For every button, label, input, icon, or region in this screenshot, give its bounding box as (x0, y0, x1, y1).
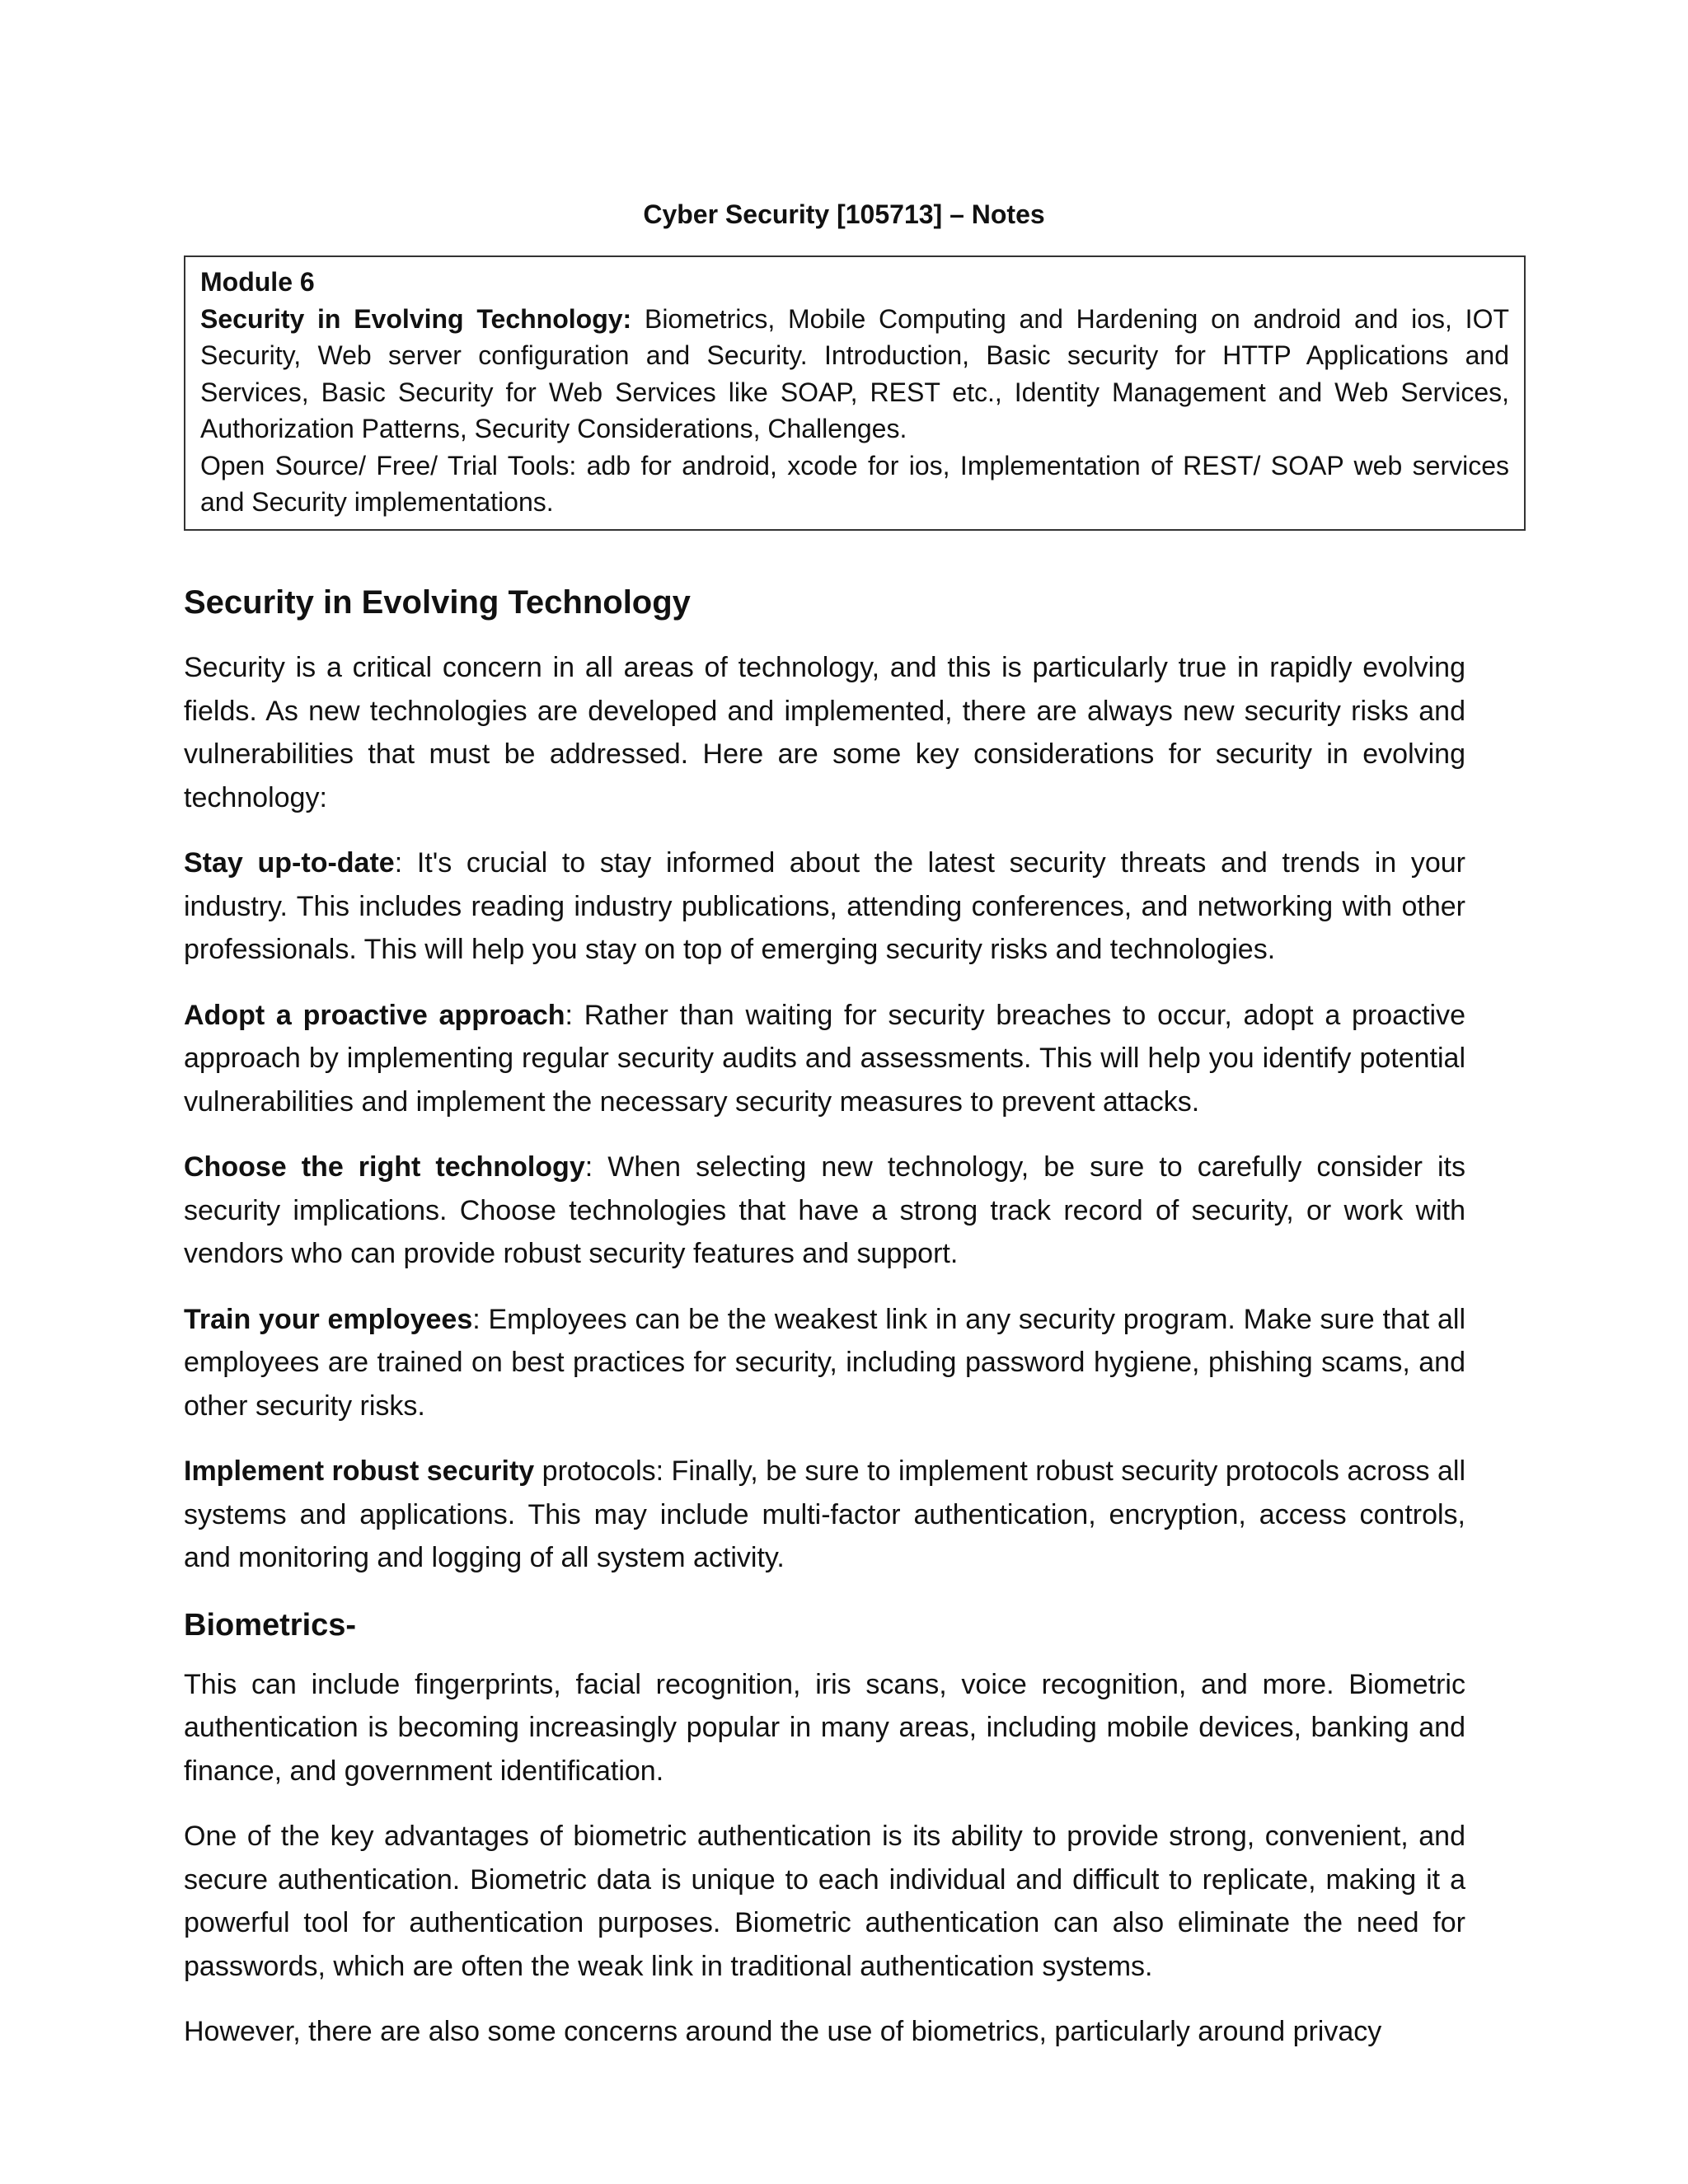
point-text: : Employees can be the weakest link in any security program. Make sure that all employees are trained on best practices for security, including password hygiene, phishing scams, and other security risks. (184, 1303, 1465, 1422)
module-tools: Open Source/ Free/ Trial Tools: adb for android, xcode for ios, Implementation of REST/ SOAP web services and Security implementations. (200, 450, 1509, 517)
point-text: : When selecting new technology, be sure to carefully consider its security implications. Choose technologies that have a strong track record of security, or work with vendors who can provide robust security features and support. (184, 1151, 1465, 1269)
point-label: Implement robust security (184, 1455, 535, 1487)
point-text: : Rather than waiting for security breaches to occur, adopt a proactive approach by implementing regular security audits and assessments. This will help you identify potential vulnerabilities and implement the necessary security measures to prevent attacks. (184, 999, 1465, 1118)
module-syllabus-box (184, 255, 1526, 531)
module-topics-text: Biometrics, Mobile Computing and Hardening on android and ios, IOT Security, Web server configuration and Security. Introduction, Basic security for HTTP Applications and Services, Basic Security for Web Services like SOAP, REST etc., Identity Management and Web Services, Authorization Patterns, Security Considerations, Challenges. (200, 303, 1510, 443)
biometrics-paragraph: This can include fingerprints, facial recognition, iris scans, voice recognition, and more. Biometric authentication is becoming increasingly popular in many areas, including mobile devices, banking and finance, and government identification. (184, 1668, 1465, 1787)
point-label: Choose the right technology (184, 1151, 585, 1183)
module-heading: Module 6 (200, 267, 315, 297)
point-right-technology (184, 1146, 1465, 1276)
point-label: Train your employees (184, 1303, 473, 1335)
point-proactive-approach (184, 994, 1465, 1124)
section-heading-biometrics: Biometrics- (184, 1607, 357, 1643)
point-text: protocols: Finally, be sure to implement robust security protocols across all systems and applications. This may include multi-factor authentication, encryption, access controls, and monitoring and logging of all system activity. (184, 1455, 1465, 1573)
section-heading-evolving-technology: Security in Evolving Technology (184, 584, 691, 621)
module-topics (200, 301, 1509, 448)
document-title: Cyber Security [105713] – Notes (643, 199, 1045, 229)
module-topics-label: Security in Evolving Technology: (200, 303, 632, 334)
point-robust-security (184, 1450, 1465, 1580)
point-train-employees (184, 1298, 1465, 1428)
section-intro-paragraph: Security is a critical concern in all areas of technology, and this is particularly true in rapidly evolving fields. As new technologies are developed and implemented, there are always new security risks and vulnerabilities that must be addressed. Here are some key considerations for security in evolving technology: (184, 652, 1465, 813)
biometrics-paragraph: However, there are also some concerns around the use of biometrics, particularly around privacy (184, 2016, 1382, 2047)
point-stay-up-to-date (184, 841, 1465, 972)
main-content (184, 577, 1465, 2076)
point-text: : It's crucial to stay informed about the latest security threats and trends in your industry. This includes reading industry publications, attending conferences, and networking with other professionals. This will help you stay on top of emerging security risks and technologies. (184, 847, 1466, 965)
point-label: Stay up-to-date (184, 847, 395, 879)
biometrics-paragraph: One of the key advantages of biometric authentication is its ability to provide strong, convenient, and secure authentication. Biometric data is unique to each individual and difficult to replicate, making it a powerful tool for authentication purposes. Biometric authentication can also eliminate the need for passwords, which are often the weak link in traditional authentication systems. (184, 1821, 1465, 1982)
point-label: Adopt a proactive approach (184, 999, 565, 1031)
